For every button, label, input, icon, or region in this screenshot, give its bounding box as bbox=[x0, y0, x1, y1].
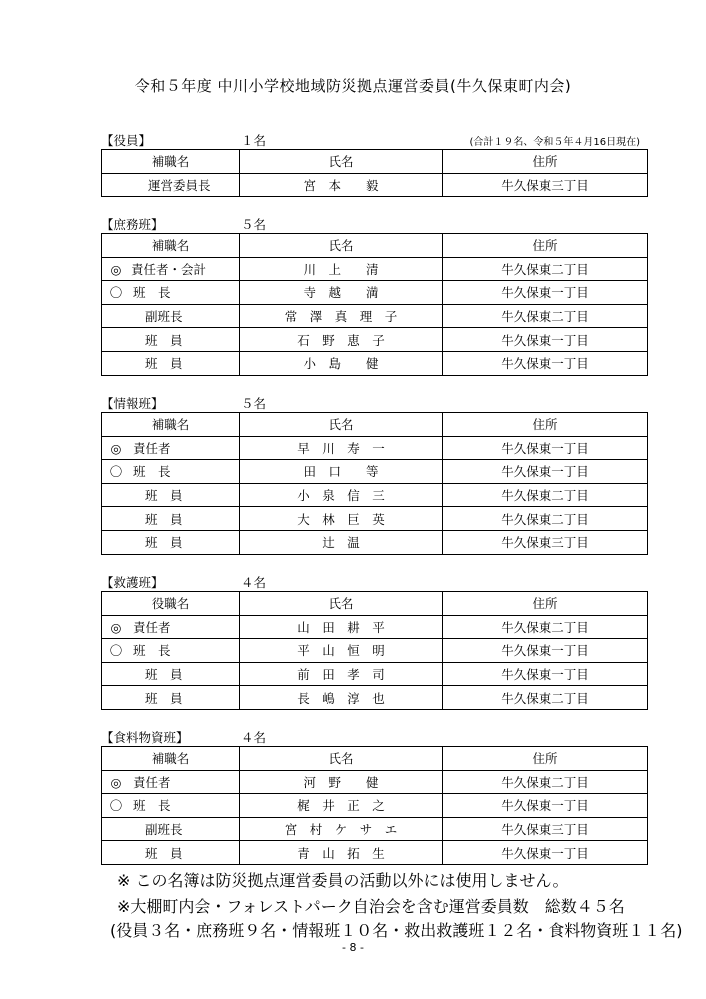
member-table bbox=[101, 746, 648, 865]
role-text: 班 員 bbox=[145, 667, 183, 683]
section-heading bbox=[101, 728, 644, 746]
cell-role bbox=[102, 686, 240, 710]
member-table bbox=[101, 591, 648, 710]
table-row bbox=[102, 436, 648, 460]
table-row bbox=[102, 351, 648, 375]
section-count: ４名 bbox=[241, 575, 267, 590]
cell-address: 牛久保東二丁目 bbox=[443, 770, 648, 794]
role-text: 班 員 bbox=[145, 690, 183, 706]
table-row bbox=[102, 530, 648, 554]
header-address: 住所 bbox=[443, 592, 648, 616]
header-address: 住所 bbox=[443, 234, 648, 258]
table-row bbox=[102, 639, 648, 663]
cell-address: 牛久保東二丁目 bbox=[443, 304, 648, 328]
section-heading bbox=[101, 573, 644, 591]
table-row bbox=[102, 507, 648, 531]
cell-role bbox=[102, 483, 240, 507]
page-number: - 8 - bbox=[342, 941, 364, 954]
page-title: 令和５年度 中川小学校地域防災拠点運営委員(牛久保東町内会) bbox=[134, 77, 572, 95]
cell-address: 牛久保東三丁目 bbox=[443, 817, 648, 841]
role-text: 班 長 bbox=[133, 464, 171, 480]
table-row bbox=[102, 281, 648, 305]
cell-name: 小 泉 信 三 bbox=[240, 483, 443, 507]
table-header-row bbox=[102, 150, 648, 174]
section-heading bbox=[101, 131, 644, 149]
header-name: 氏名 bbox=[240, 150, 443, 174]
section bbox=[101, 573, 644, 710]
cell-role bbox=[102, 304, 240, 328]
role-text: 副班長 bbox=[145, 822, 183, 838]
header-address: 住所 bbox=[443, 747, 648, 771]
table-row bbox=[102, 173, 648, 197]
cell-name: 平 山 恒 明 bbox=[240, 639, 443, 663]
section bbox=[101, 394, 644, 555]
cell-role bbox=[102, 615, 240, 639]
role-mark: ◎ bbox=[110, 440, 122, 456]
table-row bbox=[102, 460, 648, 484]
cell-address: 牛久保東一丁目 bbox=[443, 328, 648, 352]
cell-address: 牛久保東一丁目 bbox=[443, 460, 648, 484]
role-text: 班 員 bbox=[145, 332, 183, 348]
role-mark: 〇 bbox=[109, 285, 123, 301]
role-text: 班 長 bbox=[133, 643, 171, 659]
cell-name: 長 嶋 淳 也 bbox=[240, 686, 443, 710]
section-name: 【食料物資班】 bbox=[101, 730, 189, 745]
cell-address: 牛久保東一丁目 bbox=[443, 351, 648, 375]
table-row bbox=[102, 328, 648, 352]
role-mark: 〇 bbox=[109, 798, 123, 814]
header-role: 補職名 bbox=[102, 413, 240, 437]
section-name: 【救護班】 bbox=[101, 575, 164, 590]
cell-role bbox=[102, 257, 240, 281]
section-count: １名 bbox=[241, 133, 267, 148]
header-address: 住所 bbox=[443, 150, 648, 174]
cell-name: 宮 村 ケ サ エ bbox=[240, 817, 443, 841]
cell-address: 牛久保東二丁目 bbox=[443, 507, 648, 531]
cell-name: 宮 本 毅 bbox=[240, 173, 443, 197]
section-count: ４名 bbox=[241, 730, 267, 745]
cell-role bbox=[102, 436, 240, 460]
role-text: 班 員 bbox=[145, 535, 183, 551]
table-row bbox=[102, 817, 648, 841]
cell-address: 牛久保東一丁目 bbox=[443, 662, 648, 686]
role-mark: 〇 bbox=[109, 643, 123, 659]
cell-name: 前 田 孝 司 bbox=[240, 662, 443, 686]
section-name: 【役員】 bbox=[101, 133, 152, 148]
table-row bbox=[102, 257, 648, 281]
cell-address: 牛久保東二丁目 bbox=[443, 686, 648, 710]
member-table bbox=[101, 412, 648, 555]
section-count: ５名 bbox=[241, 217, 267, 232]
cell-name: 常 澤 真 理 子 bbox=[240, 304, 443, 328]
section-heading bbox=[101, 394, 644, 412]
cell-name: 小 島 健 bbox=[240, 351, 443, 375]
note-breakdown: (役員３名・庶務班９名・情報班１０名・救出救護班１２名・食料物資班１１名) bbox=[110, 921, 683, 940]
table-row bbox=[102, 483, 648, 507]
cell-role bbox=[102, 328, 240, 352]
table-row bbox=[102, 794, 648, 818]
role-mark: ◎ bbox=[110, 774, 122, 790]
role-text: 責任者 bbox=[133, 619, 171, 635]
cell-name: 梶 井 正 之 bbox=[240, 794, 443, 818]
table-row bbox=[102, 686, 648, 710]
section-heading bbox=[101, 215, 644, 233]
table-row bbox=[102, 662, 648, 686]
cell-role bbox=[102, 817, 240, 841]
table-row bbox=[102, 770, 648, 794]
role-mark: 〇 bbox=[109, 464, 123, 480]
member-table bbox=[101, 233, 648, 376]
header-role: 補職名 bbox=[102, 234, 240, 258]
role-mark: ◎ bbox=[110, 619, 122, 635]
cell-name: 田 口 等 bbox=[240, 460, 443, 484]
cell-name: 川 上 清 bbox=[240, 257, 443, 281]
section bbox=[101, 728, 644, 865]
header-name: 氏名 bbox=[240, 413, 443, 437]
cell-name: 大 林 巨 英 bbox=[240, 507, 443, 531]
cell-name: 早 川 寿 一 bbox=[240, 436, 443, 460]
cell-address: 牛久保東二丁目 bbox=[443, 483, 648, 507]
role-text: 班 員 bbox=[145, 511, 183, 527]
role-text: 班 長 bbox=[133, 798, 171, 814]
table-header-row bbox=[102, 413, 648, 437]
section-name: 【情報班】 bbox=[101, 396, 164, 411]
cell-name: 辻 温 bbox=[240, 530, 443, 554]
cell-name: 山 田 耕 平 bbox=[240, 615, 443, 639]
cell-role bbox=[102, 662, 240, 686]
role-mark: ◎ bbox=[110, 261, 122, 277]
note-total: ※大棚町内会・フォレストパーク自治会を含む運営委員数 総数４５名 bbox=[117, 897, 625, 916]
table-row bbox=[102, 615, 648, 639]
cell-name: 石 野 恵 子 bbox=[240, 328, 443, 352]
header-name: 氏名 bbox=[240, 747, 443, 771]
header-address: 住所 bbox=[443, 413, 648, 437]
section-name: 【庶務班】 bbox=[101, 217, 164, 232]
cell-role bbox=[102, 507, 240, 531]
cell-role bbox=[102, 770, 240, 794]
cell-role bbox=[102, 530, 240, 554]
cell-address: 牛久保東三丁目 bbox=[443, 173, 648, 197]
member-table bbox=[101, 149, 648, 197]
role-text: 班 員 bbox=[145, 356, 183, 372]
table-header-row bbox=[102, 592, 648, 616]
table-row bbox=[102, 841, 648, 865]
header-role: 役職名 bbox=[102, 592, 240, 616]
section bbox=[101, 215, 644, 376]
cell-role bbox=[102, 639, 240, 663]
role-text: 運営委員長 bbox=[148, 177, 211, 193]
role-text: 班 長 bbox=[133, 285, 171, 301]
cell-role bbox=[102, 281, 240, 305]
cell-address: 牛久保東二丁目 bbox=[443, 615, 648, 639]
header-role: 補職名 bbox=[102, 747, 240, 771]
header-role: 補職名 bbox=[102, 150, 240, 174]
header-name: 氏名 bbox=[240, 592, 443, 616]
role-text: 責任者 bbox=[133, 440, 171, 456]
cell-address: 牛久保東一丁目 bbox=[443, 281, 648, 305]
role-text: 責任者 bbox=[133, 774, 171, 790]
header-name: 氏名 bbox=[240, 234, 443, 258]
table-header-row bbox=[102, 747, 648, 771]
cell-name: 河 野 健 bbox=[240, 770, 443, 794]
role-text: 班 員 bbox=[145, 845, 183, 861]
role-text: 副班長 bbox=[145, 309, 183, 325]
cell-address: 牛久保東一丁目 bbox=[443, 841, 648, 865]
section bbox=[101, 131, 644, 197]
cell-role bbox=[102, 351, 240, 375]
cell-role bbox=[102, 841, 240, 865]
cell-address: 牛久保東三丁目 bbox=[443, 530, 648, 554]
role-text: 責任者・会計 bbox=[131, 261, 207, 277]
section-note: (合計１９名、令和５年４月16日現在) bbox=[469, 137, 640, 148]
cell-address: 牛久保東一丁目 bbox=[443, 639, 648, 663]
role-text: 班 員 bbox=[145, 488, 183, 504]
note-privacy: ※ この名簿は防災拠点運営委員の活動以外には使用しません。 bbox=[117, 871, 569, 890]
cell-role bbox=[102, 173, 240, 197]
cell-address: 牛久保東一丁目 bbox=[443, 794, 648, 818]
cell-role bbox=[102, 794, 240, 818]
table-header-row bbox=[102, 234, 648, 258]
cell-role bbox=[102, 460, 240, 484]
cell-name: 青 山 拓 生 bbox=[240, 841, 443, 865]
cell-name: 寺 越 満 bbox=[240, 281, 443, 305]
section-count: ５名 bbox=[241, 396, 267, 411]
table-row bbox=[102, 304, 648, 328]
cell-address: 牛久保東二丁目 bbox=[443, 257, 648, 281]
cell-address: 牛久保東一丁目 bbox=[443, 436, 648, 460]
